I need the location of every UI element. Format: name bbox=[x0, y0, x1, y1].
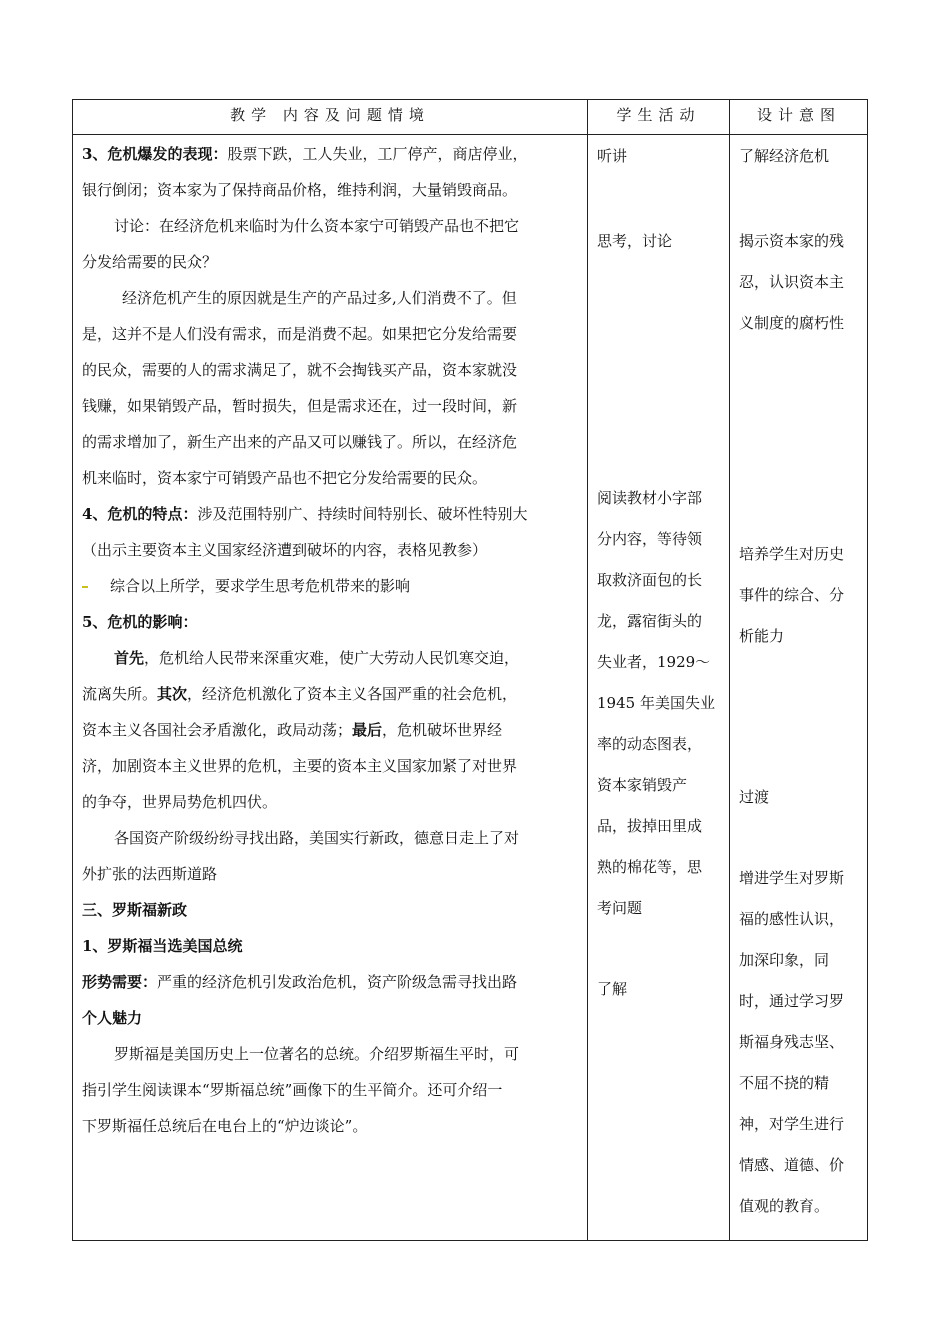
header-content: 教学 内容及问题情境 bbox=[230, 106, 430, 124]
s3-title: 3、危机爆发的表现： bbox=[82, 145, 228, 163]
s4-title: 4、危机的特点： bbox=[82, 505, 198, 523]
summary-line: 综合以上所学，要求学生思考危机带来的影响 bbox=[82, 568, 582, 604]
column-divider bbox=[587, 100, 588, 1240]
need-line: 形势需要：严重的经济危机引发政治危机，资产阶级急需寻找出路 bbox=[82, 973, 518, 991]
s3-line1: 3、危机爆发的表现：股票下跌，工人失业，工厂停产，商店停业， bbox=[82, 145, 528, 163]
intent-column bbox=[739, 136, 865, 1227]
intent-roosevelt: 增进学生对罗斯 福的感性认识， 加深印象，同 时，通过学习罗 斯福身残志坚、 不屈不挠的精 神，对学生进行 情感、道德、价 值观的教育。 bbox=[739, 869, 845, 1215]
intent-understand: 了解经济危机 bbox=[739, 147, 830, 165]
marker-icon bbox=[82, 586, 88, 588]
discussion-question: 讨论：在经济危机来临时为什么资本家宁可销毁产品也不把它 bbox=[114, 217, 520, 235]
charm-title: 个人魅力 bbox=[82, 1009, 143, 1027]
content-column: 3、危机爆发的表现：股票下跌，工人失业，工厂停产，商店停业， 银行倒闭；资本家为了保持商品价格，维持利润，大量销毁商品。 讨论：在经济危机来临时为什么资本家宁可销毁产品也不把它 分发给需要的民众？ 经济危机产生的原因就是生产的产品过多,人们消费不了。但 是，这并不是人们没有需求，而是消费不起。如果把它分发给需要 的民众，需要的人的需求满足了，就不会掏钱买产品，资本家就没 钱赚，如果销毁产品，暂时损失，但是需求还在，过一段时间，新 的需求增加了，新生产出来的产品又可以赚钱了。所以，在经济危 机来临时，资本家宁可销毁产品也不把它分发给需要的民众。 4、危机的特点：涉及范围特别广、持续时间特别长、破坏性特别大 （出示主要资本主义国家经济遭到破坏的内容，表格见教参） 综合以上所学，要求学生思考危机带来的影响 5、危机的影响： 首先，危机给人民带来深重灾难，使广大劳动人民饥寒交迫， 流离失所。其次，经济危机激化了资本主义各国严重的社会危机， 资本主义各国社会矛盾激化，政局动荡；最后，危机破坏世界经 济，加剧资本主义世界的危机，主要的资本主义国家加紧了对世界 的争夺，世界局势危机四伏。 各国资产阶级纷纷寻找出路，美国实行新政，德意日走上了对 外扩张的法西斯道路 三、罗斯福新政 1、罗斯福当选美国总统 形势需要：严重的经济危机引发政治危机，资产阶级急需寻找出路 个人魅力 罗斯福是美国历史上一位著名的总统。介绍罗斯福生平时，可 指引学生阅读课本“罗斯福总统”画像下的生平简介。还可介绍一 下罗斯福任总统后在电台上的“炉边谈论”。 bbox=[82, 136, 582, 1144]
header-intent: 设计意图 bbox=[756, 106, 841, 124]
discussion-question-cont: 分发给需要的民众？ bbox=[82, 253, 218, 271]
subsection-title: 1、罗斯福当选美国总统 bbox=[82, 937, 243, 955]
column-divider bbox=[729, 100, 730, 1240]
impact-line3: 资本主义各国社会矛盾激化，政局动荡；最后，危机破坏世界经 bbox=[82, 721, 503, 739]
s4-note: （出示主要资本主义国家经济遭到破坏的内容，表格见教参） bbox=[82, 541, 488, 559]
roosevelt-paragraph: 罗斯福是美国历史上一位著名的总统。介绍罗斯福生平时，可 bbox=[114, 1045, 520, 1063]
intent-transition: 过渡 bbox=[739, 788, 770, 806]
intent-reveal: 揭示资本家的残 忍，认识资本主 义制度的腐朽性 bbox=[739, 232, 845, 332]
s5-title: 5、危机的影响： bbox=[82, 613, 198, 631]
header-divider bbox=[73, 134, 867, 135]
section-three-title: 三、罗斯福新政 bbox=[82, 901, 188, 919]
s3-line2: 银行倒闭；资本家为了保持商品价格，维持利润，大量销毁商品。 bbox=[82, 181, 518, 199]
activity-listen: 听讲 bbox=[597, 147, 628, 165]
intent-analysis: 培养学生对历史 事件的综合、分 析能力 bbox=[739, 545, 845, 645]
s4-line: 4、危机的特点：涉及范围特别广、持续时间特别长、破坏性特别大 bbox=[82, 505, 528, 523]
header-activity: 学生活动 bbox=[616, 106, 701, 124]
explanation-paragraph: 经济危机产生的原因就是生产的产品过多,人们消费不了。但 bbox=[122, 289, 517, 307]
impact-line1: 首先，危机给人民带来深重灾难，使广大劳动人民饥寒交迫， bbox=[114, 649, 520, 667]
activity-discuss: 思考，讨论 bbox=[597, 232, 673, 250]
activity-understand: 了解 bbox=[597, 980, 628, 998]
activity-reading: 阅读教材小字部 分内容，等待领 取救济面包的长 龙，露宿街头的 失业者，1929～ 1945 年美国失业 率的动态图表， 资本家销毁产 品，拔掉田里成 熟的棉花等，思 考问题 bbox=[597, 489, 715, 917]
impact-line2: 流离失所。其次，经济危机激化了资本主义各国严重的社会危机， bbox=[82, 685, 518, 703]
activity-column bbox=[597, 136, 729, 1010]
lesson-table bbox=[72, 99, 868, 1241]
